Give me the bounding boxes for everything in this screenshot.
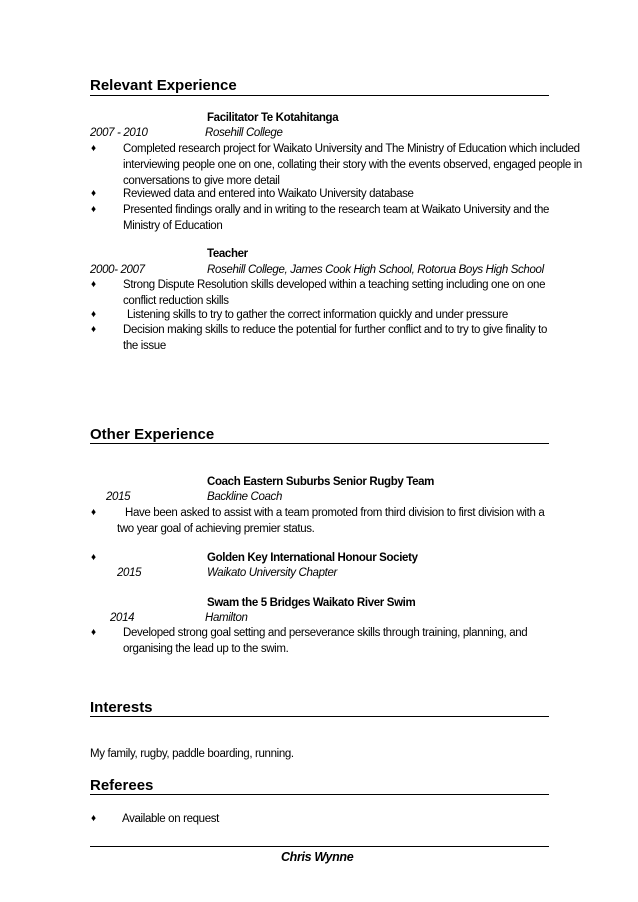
footer-rule <box>90 846 549 847</box>
bullet-text: Listening skills to try to gather the correct information quickly and under pressure <box>127 309 508 321</box>
bullet-icon: ♦ <box>91 507 96 518</box>
activity-role: Backline Coach <box>207 491 283 503</box>
activity-role: Waikato University Chapter <box>207 567 338 579</box>
bullet-icon: ♦ <box>91 279 96 290</box>
footer-name: Chris Wynne <box>281 850 354 864</box>
referees-heading: Referees <box>90 777 154 794</box>
bullet-text: Completed research project for Waikato University and The Ministry of Education which included interviewing people one on one, collating their story with the events observed, engaged people in conversations to give more detail <box>123 143 582 187</box>
section-rule <box>90 716 549 717</box>
relevant-experience-heading: Relevant Experience <box>90 77 237 94</box>
bullet-icon: ♦ <box>91 324 96 335</box>
bullet-text: Developed strong goal setting and perseverance skills through training, planning, and organising the lead up to the swim. <box>123 627 528 655</box>
referees-text: Available on request <box>122 813 219 825</box>
job-title: Facilitator Te Kotahitanga <box>207 112 339 124</box>
other-experience-heading: Other Experience <box>90 426 215 443</box>
bullet-text: Strong Dispute Resolution skills developed within a teaching setting including one on one conflict reduction skills <box>123 279 546 307</box>
job-title: Teacher <box>207 248 248 260</box>
activity-title: Coach Eastern Suburbs Senior Rugby Team <box>207 476 435 488</box>
section-rule <box>90 794 549 795</box>
job-dates: 2000- 2007 <box>90 264 145 276</box>
job-organisation: Rosehill College, James Cook High School, Rotorua Boys High School <box>207 264 544 276</box>
bullet-text: Reviewed data and entered into Waikato University database <box>123 188 414 200</box>
activity-title: Swam the 5 Bridges Waikato River Swim <box>207 597 416 609</box>
job-organisation: Rosehill College <box>205 127 283 139</box>
bullet-text: Have been asked to assist with a team promoted from third division to first division with a two year goal of achieving premier status. <box>117 507 545 535</box>
bullet-text: Decision making skills to reduce the potential for further conflict and to try to give finality to the issue <box>123 324 548 352</box>
bullet-icon: ♦ <box>91 143 96 154</box>
bullet-icon: ♦ <box>91 309 96 320</box>
activity-role: Hamilton <box>205 612 248 624</box>
bullet-icon: ♦ <box>91 188 96 199</box>
activity-year: 2014 <box>110 612 135 624</box>
bullet-icon: ♦ <box>91 552 96 563</box>
activity-year: 2015 <box>106 491 131 503</box>
activity-title: Golden Key International Honour Society <box>207 552 418 564</box>
bullet-text: Presented findings orally and in writing to the research team at Waikato University and the Ministry of Education <box>123 204 550 232</box>
section-rule <box>90 443 549 444</box>
activity-year: 2015 <box>117 567 142 579</box>
section-rule <box>90 95 549 96</box>
interests-heading: Interests <box>90 699 153 716</box>
interests-text: My family, rugby, paddle boarding, running. <box>90 748 294 760</box>
bullet-icon: ♦ <box>91 627 96 638</box>
bullet-icon: ♦ <box>91 813 96 824</box>
bullet-icon: ♦ <box>91 204 96 215</box>
job-dates: 2007 - 2010 <box>90 127 148 139</box>
